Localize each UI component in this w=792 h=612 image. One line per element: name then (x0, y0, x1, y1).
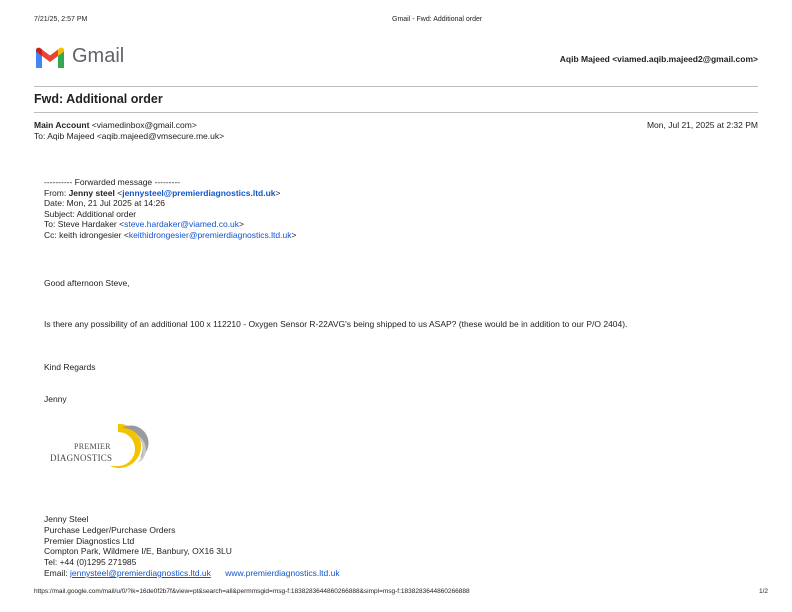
forward-from-name: Jenny steel (68, 187, 115, 198)
forward-cc: Cc: keith idrongesier <keithidrongesier@premierdiagnostics.ltd.uk> (44, 229, 297, 240)
gmail-logo-text: Gmail (72, 45, 125, 67)
signature-email-row: Email: jennysteel@premierdiagnostics.ltd.uk www.premierdiagnostics.ltd.uk (44, 567, 340, 578)
email-subject: Fwd: Additional order (34, 92, 163, 106)
recipient-line: To: Aqib Majeed <aqib.majeed@vmsecure.me.uk> (34, 131, 225, 141)
print-datetime: 7/21/25, 2:57 PM (34, 16, 88, 23)
logo-line-premier: PREMIER (74, 442, 111, 451)
sender-line (34, 120, 197, 131)
forward-subject: Subject: Additional order (44, 208, 137, 219)
forward-from: From: Jenny steel <jennysteel@premierdiagnostics.ltd.uk> (44, 187, 281, 198)
print-footer-url: https://mail.google.com/mail/u/0/?ik=16de0f2b7f&view=pt&search=all&permmsgid=msg-f:1838283644860266888&simpl=msg-f:1838283644860266888 (34, 588, 470, 595)
forward-from-email-link[interactable]: jennysteel@premierdiagnostics.ltd.uk (122, 187, 276, 198)
signature-email-link[interactable]: jennysteel@premierdiagnostics.ltd.uk (69, 567, 211, 578)
forward-block (44, 177, 296, 240)
signature-block (44, 514, 340, 579)
premier-diagnostics-logo (48, 420, 160, 472)
print-page-number: 1/2 (758, 588, 768, 595)
forward-to-email-link[interactable]: steve.hardaker@viamed.co.uk (124, 219, 240, 229)
signature-website-link[interactable]: www.premierdiagnostics.ltd.uk (225, 567, 340, 578)
forward-date: Date: Mon, 21 Jul 2025 at 14:26 (44, 198, 165, 208)
gmail-m-icon (34, 44, 66, 70)
signature-tel: Tel: +44 (0)1295 271985 (44, 557, 137, 568)
forward-cc-email-link[interactable]: keithidrongesier@premierdiagnostics.ltd.uk (128, 229, 292, 240)
message-date: Mon, Jul 21, 2025 at 2:32 PM (646, 120, 758, 130)
sender-name: Main Account (34, 120, 90, 130)
signature-company: Premier Diagnostics Ltd (44, 535, 135, 546)
signature-address: Compton Park, Wildmere I/E, Banbury, OX16 3LU (44, 546, 232, 557)
body-name: Jenny (44, 394, 67, 404)
subject-divider (34, 112, 758, 113)
header-divider (34, 86, 758, 87)
forward-separator: ---------- Forwarded message --------- (44, 177, 180, 187)
sender-email: <viamedinbox@gmail.com> (91, 120, 197, 130)
signature-name: Jenny Steel (44, 514, 89, 524)
signature-role: Purchase Ledger/Purchase Orders (44, 524, 176, 535)
body-greeting: Good afternoon Steve, (44, 278, 130, 288)
body-paragraph: Is there any possibility of an additional 100 x 112210 - Oxygen Sensor R-22AVG's being shipped to us ASAP? (these would be in addition to our P/O 2404). (44, 319, 628, 329)
print-title: Gmail - Fwd: Additional order (392, 16, 483, 23)
body-closing: Kind Regards (44, 362, 96, 372)
logo-line-diagnostics: DIAGNOSTICS (50, 453, 113, 463)
forward-to: To: Steve Hardaker <steve.hardaker@viamed.co.uk> (44, 219, 244, 229)
account-identity: Aqib Majeed <viamed.aqib.majeed2@gmail.com> (559, 54, 758, 64)
